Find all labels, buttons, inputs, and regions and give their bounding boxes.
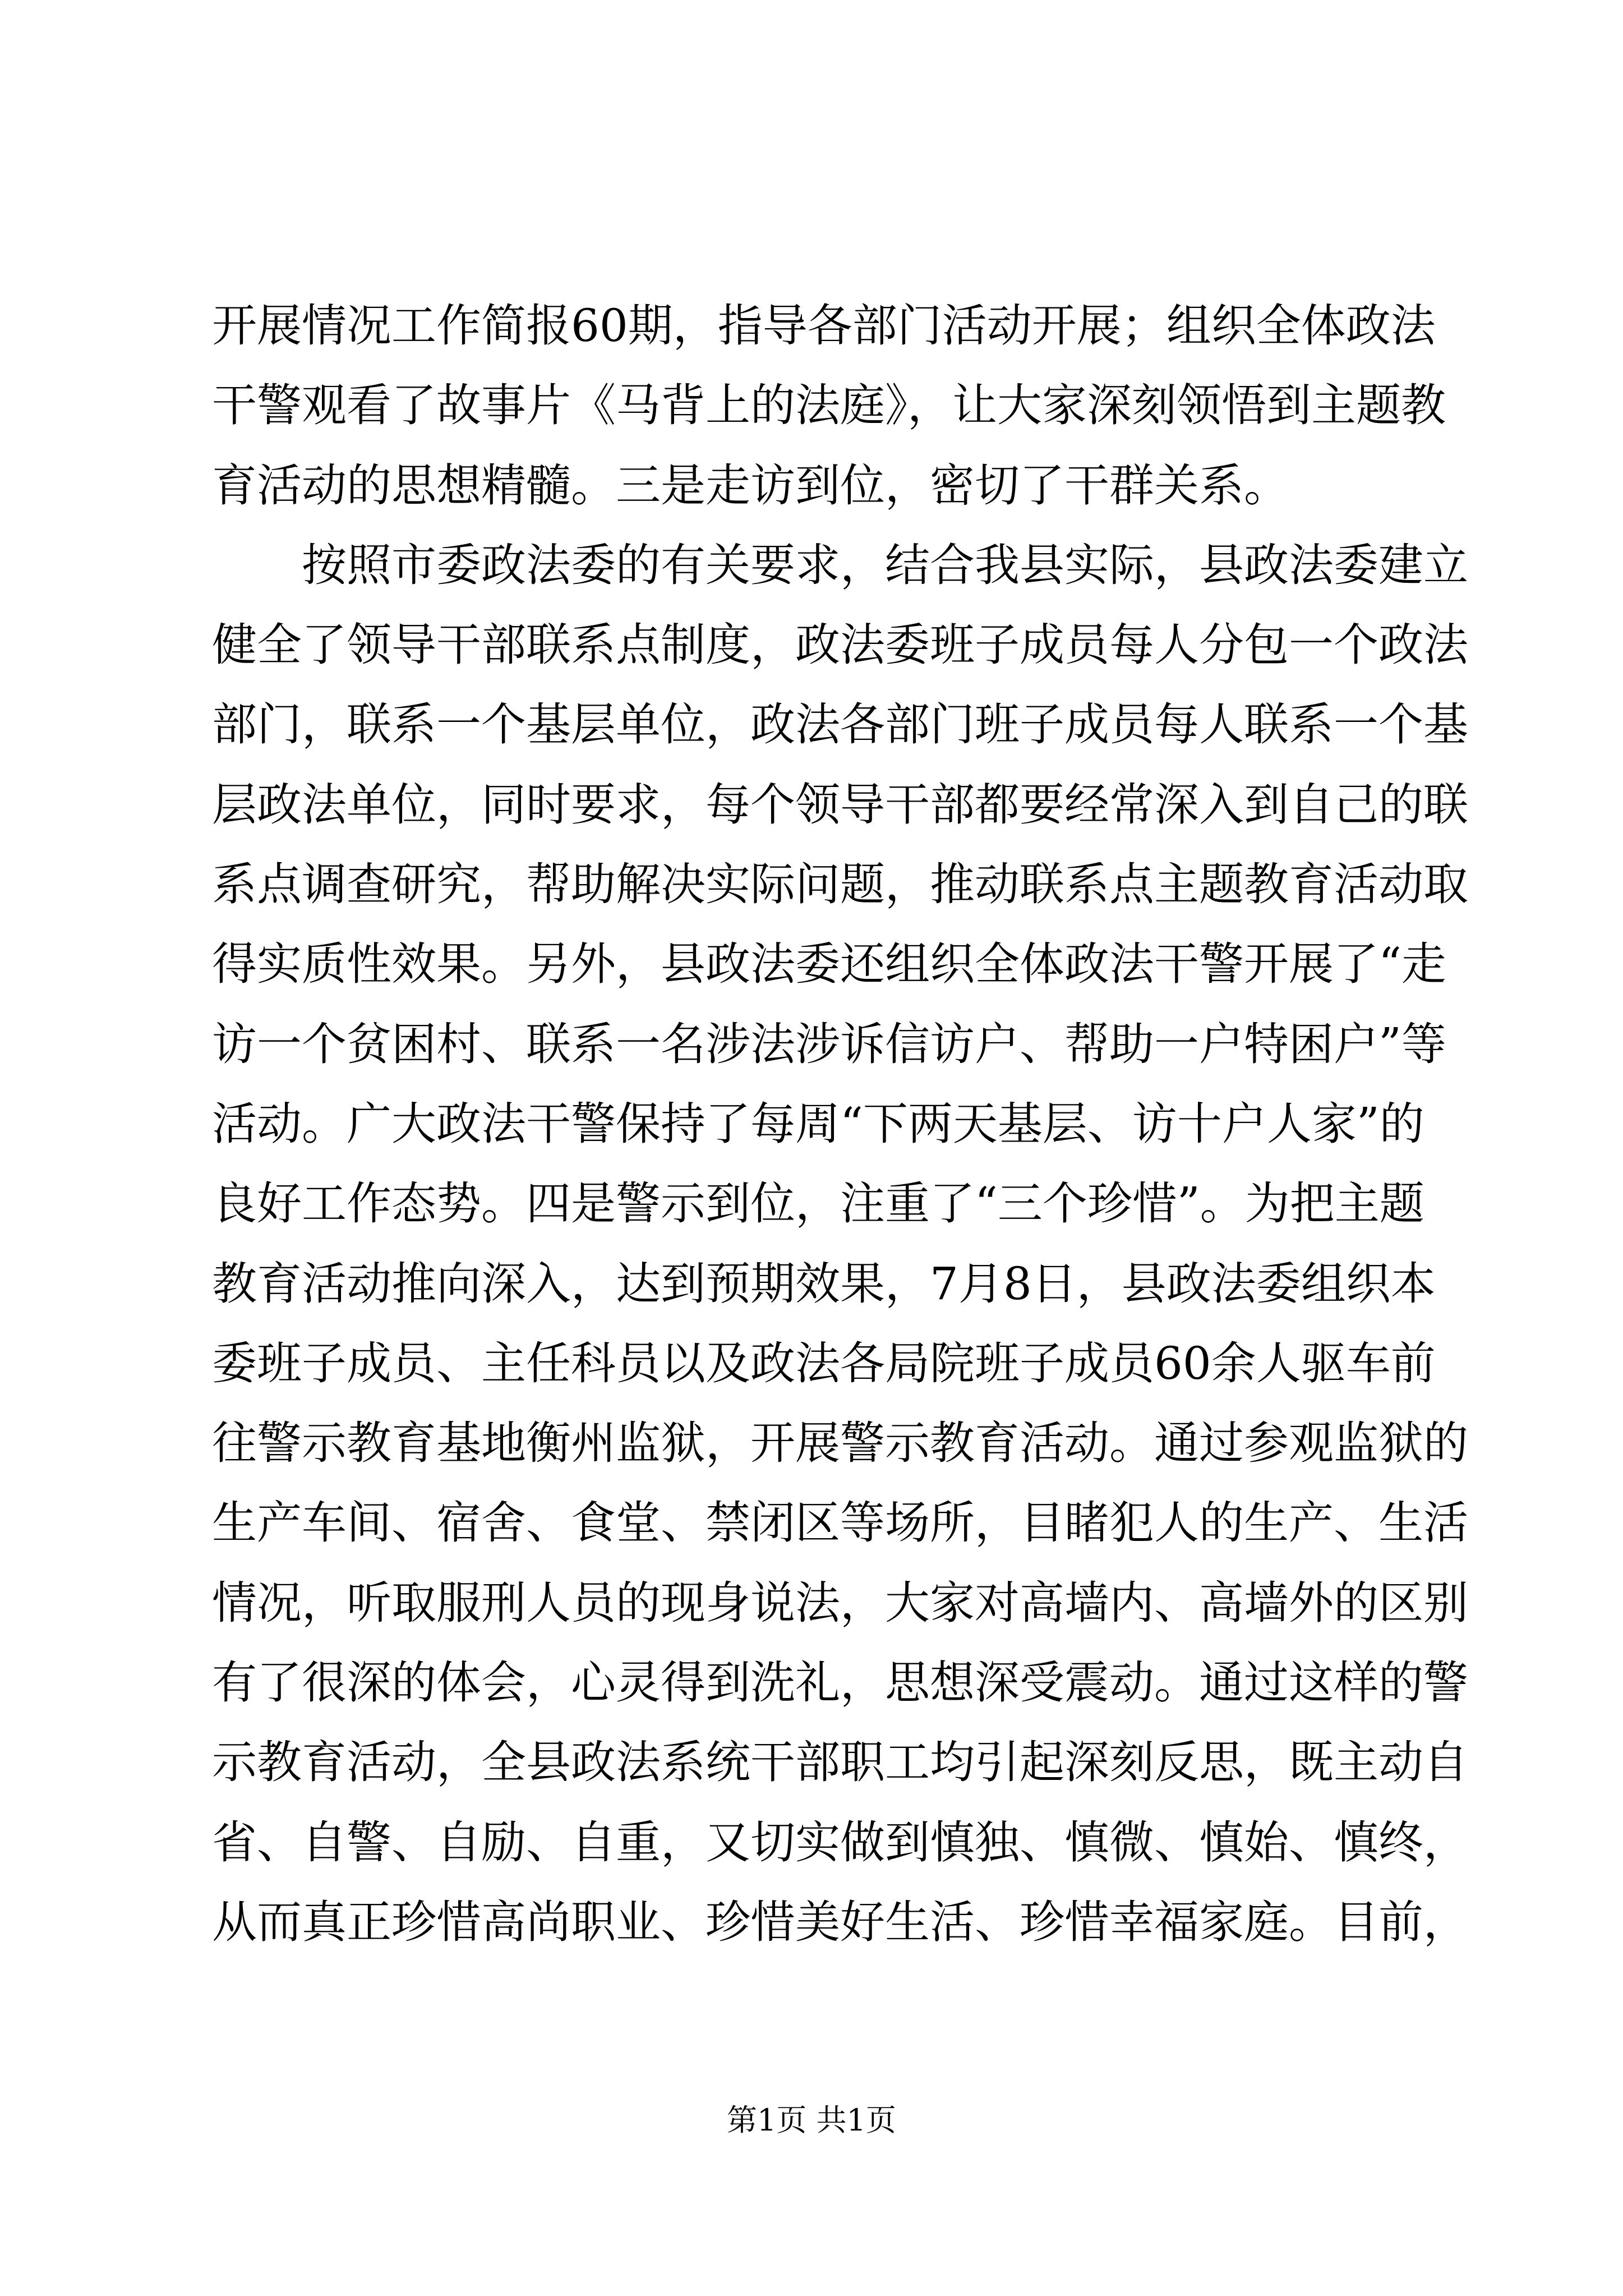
text-line: 活动。广大政法干警保持了每周“下两天基层、访十户人家”的 [212,1097,1424,1150]
text-line: 得实质性效果。另外，县政法委还组织全体政法干警开展了“走 [212,938,1446,991]
text-line: 系点调查研究，帮助解决实际问题，推动联系点主题教育活动取 [212,858,1468,911]
text-line: 开展情况工作简报60期，指导各部门活动开展；组织全体政法 [212,300,1436,352]
text-line: 情况，听取服刑人员的现身说法，大家对高墙内、高墙外的区别 [212,1576,1468,1629]
text-line: 教育活动推向深入，达到预期效果，7月8日，县政法委组织本 [212,1257,1436,1310]
text-line: 有了很深的体会，心灵得到洗礼，思想深受震动。通过这样的警 [212,1657,1468,1709]
text-line: 生产车间、宿舍、食堂、禁闭区等场所，目睹犯人的生产、生活 [212,1497,1468,1549]
text-line: 访一个贫困村、联系一名涉法涉诉信访户、帮助一户特困户”等 [212,1018,1446,1070]
text-line: 育活动的思想精髓。三是走访到位，密切了干群关系。 [212,459,1289,512]
body-text [212,286,1468,1962]
text-line: 委班子成员、主任科员以及政法各局院班子成员60余人驱车前 [212,1337,1436,1389]
text-line: 干警观看了故事片《马背上的法庭》，让大家深刻领悟到主题教 [212,379,1446,432]
text-line: 健全了领导干部联系点制度，政法委班子成员每人分包一个政法 [212,619,1468,671]
text-line: 良好工作态势。四是警示到位，注重了“三个珍惜”。为把主题 [212,1177,1424,1230]
text-line: 层政法单位，同时要求，每个领导干部都要经常深入到自己的联 [212,778,1468,831]
text-line: 按照市委政法委的有关要求，结合我县实际，县政法委建立 [302,539,1468,591]
page-footer: 第1页 共1页 [727,2102,896,2138]
text-line: 往警示教育基地衡州监狱，开展警示教育活动。通过参观监狱的 [212,1417,1468,1470]
text-line: 示教育活动，全县政法系统干部职工均引起深刻反思，既主动自 [212,1736,1468,1789]
text-line: 省、自警、自励、自重，又切实做到慎独、慎微、慎始、慎终， [212,1816,1468,1869]
text-line: 从而真正珍惜高尚职业、珍惜美好生活、珍惜幸福家庭。目前， [212,1895,1468,1948]
text-line: 部门，联系一个基层单位，政法各部门班子成员每人联系一个基 [212,698,1468,751]
